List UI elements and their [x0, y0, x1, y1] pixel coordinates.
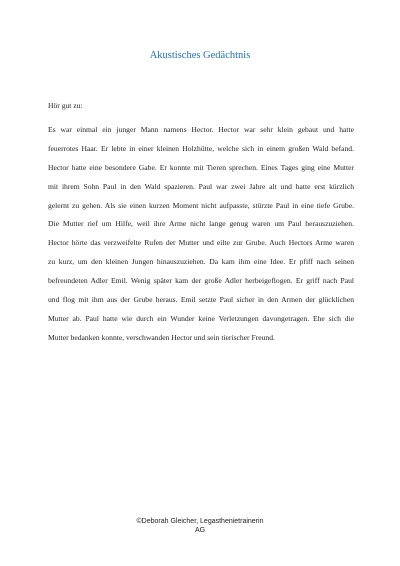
story-paragraph	[48, 121, 354, 348]
story-line-4: mit ihrem Sohn Paul in den Wald spazieren. Paul war zwei Jahre alt und hatte erst kürzlich	[48, 181, 354, 191]
page-title: Akustisches Gedächtnis	[149, 50, 251, 61]
story-line-2: feuerrotes Haar. Er lebte in einer kleinen Holzhütte, welche sich in einem großen Wald befand.	[48, 143, 354, 153]
story-line-10: und flog mit ihm aus der Grube heraus. Emil setzte Paul sicher in den Armen der glücklichen	[48, 295, 354, 305]
story-line-12: Mutter bedanken konnte, verschwanden Hector und sein tierischer Freund.	[48, 332, 275, 342]
story-line-9: befreundeten Adler Emil. Wenig später kam der große Adler herbeigeflogen. Er griff nach Paul	[48, 276, 354, 286]
footer-copyright: ©Deborah Gleicher, Legasthenietrainerin	[136, 518, 264, 525]
story-line-3: Hector hatte eine besondere Gabe. Er konnte mit Tieren sprechen. Eines Tages ging eine Mutter	[48, 162, 354, 172]
story-line-6: Die Mutter rief um Hilfe, weil ihre Arme nicht lange genug waren um Paul herauszuziehen.	[48, 219, 354, 229]
story-line-7: Hector hörte das verzweifelte Rufen der Mutter und eilte zur Grube. Auch Hectors Arme waren	[48, 238, 354, 248]
story-line-8: zu kurz, um den kleinen Jungen hinauszuziehen. Da kam ihm eine Idee. Er pfiff nach seinen	[48, 257, 354, 267]
page-footer	[0, 517, 400, 535]
story-line-5: gelernt zu gehen. Als sie einen kurzen Moment nicht aufpasste, stürzte Paul in eine tiefe Grube.	[48, 200, 354, 210]
story-line-1: Es war einmal ein junger Mann namens Hector. Hector war sehr klein gebaut und hatte	[48, 125, 354, 134]
footer-suffix: AG	[194, 527, 206, 534]
intro-text: Hör gut zu:	[48, 101, 83, 110]
story-line-11: Mutter ab. Paul hatte wie durch ein Wunder keine Verletzungen davongetragen. Ehe sich die	[48, 313, 354, 323]
